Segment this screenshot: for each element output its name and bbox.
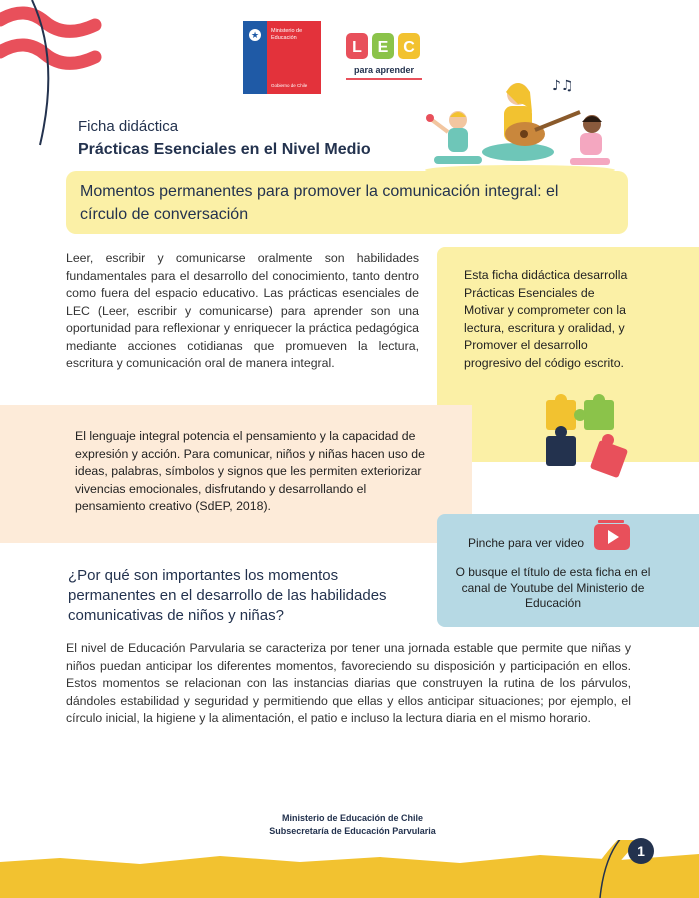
quote-text: El lenguaje integral potencia el pensamiento y la capacidad de expresión y acción. Para comunicar, niños y niñas hacen uso de ideas, palabras, símbolos y signos que les permiten exteriorizar vivencias emocionales, disfrutando y desarrollando el pensamiento creativo (SdEP, 2018). <box>75 429 425 513</box>
svg-text:♪♫: ♪♫ <box>552 78 574 94</box>
lec-logo <box>344 30 424 86</box>
youtube-play-icon[interactable] <box>594 520 630 550</box>
video-link-label[interactable]: Pinche para ver video <box>468 536 585 550</box>
intro-paragraph: Leer, escribir y comunicarse oralmente son habilidades fundamentales para el desarrollo del conocimiento, tanto dentro como fuera del espacio educativo. Las prácticas esenciales de LEC (Leer, escribir y comunicarse) para aprender son una oportunidad para reflexionar y enriquecer la práctica pedagógica mediante acciones cotidianas que promueven la lectura, escritura y comunicación oral de manera integral. <box>66 251 419 370</box>
side-note-text: Esta ficha didáctica desarrolla Prácticas Esenciales de Motivar y comprometer con la lectura, escritura y oralidad, y Promover el desarrollo progresivo del código escrito. <box>464 268 628 370</box>
body-paragraph: El nivel de Educación Parvularia se caracteriza por tener una jornada estable que permite que niñas y niños puedan anticipar los diferentes momentos, favoreciendo su disposición y participación en ellos. Estos momentos se relacionan con las instancias diarias que construyen la rutina de los párvulos, dándoles estabilidad y seguridad y permitiendo que ellas y ellos anticipar situaciones; por ejemplo, el círculo inicial, la higiene y la alimentación, el patio e incluso la lectura diaria en el mismo horario. <box>66 641 631 725</box>
footer-line-2: Subsecretaría de Educación Parvularia <box>269 826 436 836</box>
brush-stroke-decoration <box>0 840 699 898</box>
lec-letter-l: L <box>352 39 362 56</box>
video-search-help: O busque el título de esta ficha en el canal de Youtube del Ministerio de Educación <box>455 565 651 610</box>
footer <box>240 812 465 838</box>
ministerio-text-1: Ministerio de <box>271 28 303 34</box>
teacher-children-illustration <box>420 72 620 177</box>
svg-text:★: ★ <box>250 30 260 40</box>
document-title: Prácticas Esenciales en el Nivel Medio <box>78 141 371 158</box>
puzzle-pieces-icon <box>538 394 638 486</box>
lec-tagline: para aprender <box>353 65 415 75</box>
lec-letter-c: C <box>403 39 415 56</box>
banner-title: Momentos permanentes para promover la comunicación integral: el círculo de conversación <box>80 183 559 223</box>
lec-letter-e: E <box>377 39 389 56</box>
ministerio-text-2: Educación <box>271 35 297 41</box>
ministerio-footer: Gobierno de Chile <box>271 83 308 88</box>
document-kicker: Ficha didáctica <box>78 118 179 135</box>
ministerio-logo <box>243 21 321 94</box>
section-question: ¿Por qué son importantes los momentos permanentes en el desarrollo de las habilidades comunicativas de niños y niñas? <box>68 567 387 624</box>
footer-line-1: Ministerio de Educación de Chile <box>281 813 424 823</box>
page-number: 1 <box>628 838 654 864</box>
